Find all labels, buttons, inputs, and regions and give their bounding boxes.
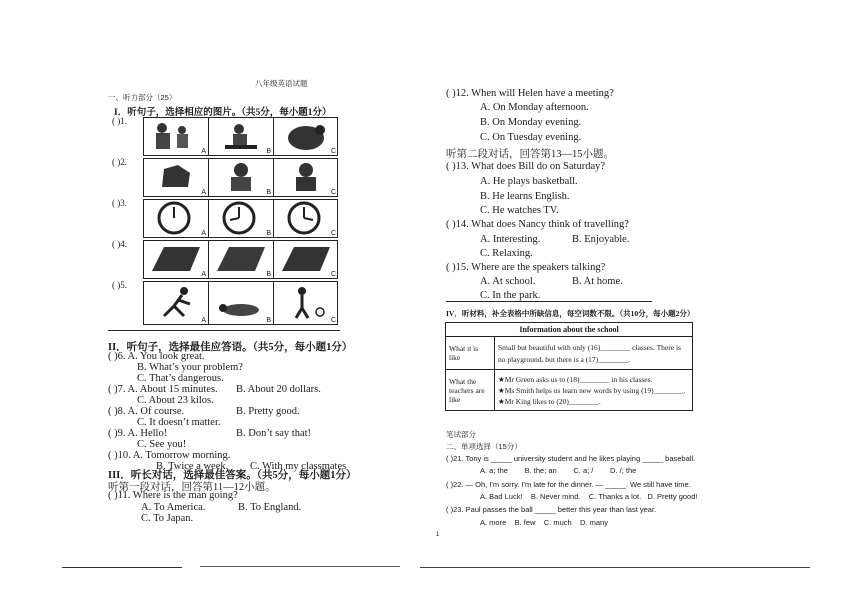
question-6-c: C. That’s dangerous.: [137, 373, 224, 384]
question-10: ( )10. A. Tomorrow morning.: [108, 450, 231, 461]
info-table: [445, 322, 693, 411]
question-23-options: A. more B. few C. much D. many: [480, 518, 608, 527]
question-13-b: B. He learns English.: [480, 191, 570, 202]
part-iii-heading: III．听长对话，选择最佳答案。（共5分，每小题1分）: [108, 470, 357, 481]
picture-5c: C: [274, 282, 338, 324]
single-choice-heading: 二、单项选择（15分）: [446, 442, 522, 451]
question-22-options: A. Bad Luck! B. Never mind. C. Thanks a lot. D. Pretty good!: [480, 492, 698, 501]
picture-1a: A: [144, 118, 209, 155]
picture-row-2: [143, 158, 338, 197]
question-4-label: ( )4.: [112, 239, 127, 249]
question-11-a: A. To America.: [141, 502, 206, 513]
people-icon: [144, 118, 208, 155]
exam-title: 八年级英语试题: [255, 79, 308, 88]
picture-4a: A: [144, 241, 209, 278]
picture-row-4: [143, 240, 338, 279]
soccer-player-icon: [274, 282, 338, 324]
question-6: ( )6. A. You look great.: [108, 351, 205, 362]
row-label-what-it-is-like: What it is like: [446, 337, 495, 370]
page-number: 1: [436, 532, 440, 538]
row-content-2: ★Mr Green asks us to (18)________ in his classes. ★Ms Smith helps us learn new words by using (19)________. ★Mr King likes to (20)________.: [495, 370, 693, 411]
question-13-a: A. He plays basketball.: [480, 176, 578, 187]
question-13: ( )13. What does Bill do on Saturday?: [446, 161, 606, 172]
picture-3b: B: [209, 200, 274, 237]
question-14-c: C. Relaxing.: [480, 248, 533, 259]
question-12-c: C. On Tuesday evening.: [480, 132, 582, 143]
picture-1b: B: [209, 118, 274, 155]
picture-2a: A: [144, 159, 209, 196]
hand-icon: [144, 159, 208, 196]
scan-line: [420, 567, 810, 568]
question-7-c: C. About 23 kilos.: [137, 395, 214, 406]
divider: [108, 330, 340, 331]
picture-4b: B: [209, 241, 274, 278]
part-iv-heading: IV．听材料，补全表格中所缺信息，每空词数不限。（共10分，每小题2分）: [446, 309, 695, 318]
runner-icon: [144, 282, 208, 324]
scan-line: [62, 567, 182, 568]
question-11-b: B. To England.: [238, 502, 302, 513]
book-icon: [209, 241, 273, 278]
question-21: ( )21. Tony is _____ university student and he likes playing _____ baseball.: [446, 454, 696, 463]
question-11: ( )11. Where is the man going?: [108, 490, 238, 501]
question-15-a: A. At school.: [480, 276, 536, 287]
question-2-label: ( )2.: [112, 157, 127, 167]
question-12-a: A. On Monday afternoon.: [480, 102, 589, 113]
question-9: ( )9. A. Hello!: [108, 428, 168, 439]
question-15-c: C. In the park.: [480, 290, 541, 301]
question-8-b: B. Pretty good.: [236, 406, 300, 417]
part-ii-heading: II．听句子，选择最佳应答语。（共5分，每小题1分）: [108, 342, 353, 353]
question-15-b: B. At home.: [572, 276, 623, 287]
picture-row-5: [143, 281, 338, 325]
book-icon: [144, 241, 208, 278]
picture-3c: C: [274, 200, 338, 237]
question-23: ( )23. Paul passes the ball _____ better this year than last year.: [446, 505, 657, 514]
picture-4c: C: [274, 241, 338, 278]
question-14-a: A. Interesting.: [480, 234, 541, 245]
question-14-b: B. Enjoyable.: [572, 234, 630, 245]
student-icon: [209, 118, 273, 155]
animal-icon: [274, 118, 338, 155]
question-10-b: B. Twice a week.: [156, 461, 229, 472]
question-3-label: ( )3.: [112, 198, 127, 208]
book-icon: [274, 241, 338, 278]
part-i-heading: I．听句子，选择相应的图片。（共5分，每小题1分）: [114, 108, 332, 118]
question-8-c: C. It doesn’t matter.: [137, 417, 221, 428]
section-listening: 一、听力部分（25）: [108, 93, 177, 102]
question-1-label: ( )1.: [112, 116, 127, 126]
question-9-c: C. See you!: [137, 439, 187, 450]
fallen-person-icon: [209, 282, 273, 324]
question-5-label: ( )5.: [112, 280, 127, 290]
row-label-teachers: What the teachers are like: [446, 370, 495, 411]
clock-icon: [274, 200, 338, 237]
question-7: ( )7. A. About 15 minutes.: [108, 384, 218, 395]
picture-5a: A: [144, 282, 209, 324]
clock-icon: [144, 200, 208, 237]
question-7-b: B. About 20 dollars.: [236, 384, 321, 395]
picture-5b: B: [209, 282, 274, 324]
written-section-title: 笔试部分: [446, 430, 476, 439]
table-header: Information about the school: [446, 323, 693, 337]
dialog-1-instruction: 听第一段对话，回答第11—12小题。: [108, 482, 276, 493]
person-icon: [209, 159, 273, 196]
question-13-c: C. He watches TV.: [480, 205, 559, 216]
question-14: ( )14. What does Nancy think of travelling?: [446, 219, 629, 230]
question-21-options: A. a; the B. the; an C. a; / D. /; the: [480, 466, 637, 475]
question-11-c: C. To Japan.: [141, 513, 194, 524]
picture-1c: C: [274, 118, 338, 155]
question-12: ( )12. When will Helen have a meeting?: [446, 88, 614, 99]
question-10-c: C. With my classmates: [250, 461, 347, 472]
question-6-b: B. What’s your problem?: [137, 362, 243, 373]
question-15: ( )15. Where are the speakers talking?: [446, 262, 606, 273]
question-9-b: B. Don’t say that!: [236, 428, 312, 439]
divider: [446, 301, 652, 302]
picture-2c: C: [274, 159, 338, 196]
picture-row-1: [143, 117, 338, 156]
question-8: ( )8. A. Of course.: [108, 406, 185, 417]
picture-row-3: [143, 199, 338, 238]
row-content-1: Small but beautiful with only (16)________ classes. There is no playground, but there is a (17)________.: [495, 337, 693, 370]
scan-line: [200, 566, 400, 567]
picture-3a: A: [144, 200, 209, 237]
clock-icon: [209, 200, 273, 237]
question-12-b: B. On Monday evening.: [480, 117, 582, 128]
question-22: ( )22. — Oh, I'm sorry. I'm late for the dinner. — _____. We still have time.: [446, 480, 691, 489]
person-icon: [274, 159, 338, 196]
dialog-2-instruction: 听第二段对话，回答第13—15小题。: [446, 149, 614, 160]
picture-2b: B: [209, 159, 274, 196]
